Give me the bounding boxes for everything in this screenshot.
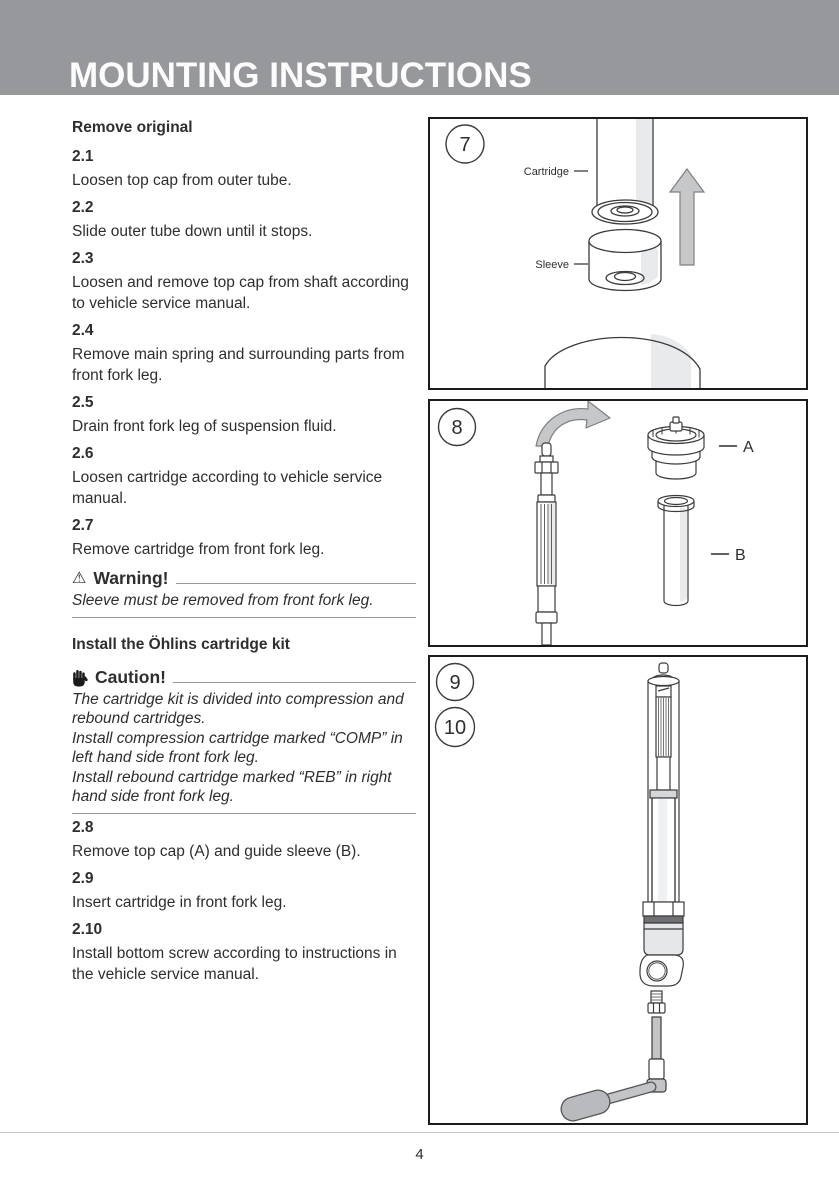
up-arrow — [670, 169, 704, 265]
figure-9-10-illustration — [430, 657, 806, 1123]
svg-text:Sleeve: Sleeve — [535, 259, 569, 271]
cartridge-label — [524, 166, 588, 178]
caution-text-line: The cartridge kit is divided into compression and rebound cartridges. — [72, 690, 404, 727]
step-number: 2.2 — [72, 199, 94, 216]
guide-sleeve-part — [658, 496, 694, 606]
cartridge-shaft-drawing — [535, 443, 558, 645]
step-text: Remove top cap (A) and guide sleeve (B). — [72, 842, 361, 860]
caution-heading-rule — [173, 682, 416, 683]
rotate-arrow — [536, 401, 610, 446]
step — [72, 819, 416, 862]
step — [72, 322, 416, 386]
step — [72, 250, 416, 314]
step-number: 2.6 — [72, 445, 94, 462]
caution-text-line: Install rebound cartridge marked “REB” in right hand side front fork leg. — [72, 768, 392, 805]
step-text: Remove main spring and surrounding parts from front fork leg. — [72, 346, 405, 384]
figure-number-badge — [439, 409, 476, 446]
figure-9-10-box — [428, 655, 808, 1125]
svg-text:A: A — [743, 439, 754, 456]
fork-leg-drawing — [640, 663, 684, 986]
warning-heading-row — [72, 569, 416, 588]
caution-heading: Caution! — [95, 666, 166, 687]
svg-text:B: B — [735, 547, 746, 564]
svg-text:8: 8 — [451, 417, 463, 439]
figure-number-badge — [437, 664, 474, 701]
step-number: 2.1 — [72, 148, 94, 165]
step — [72, 148, 416, 191]
section-heading-remove: Remove original — [72, 119, 193, 136]
sleeve-label — [535, 259, 588, 271]
step-text: Loosen top cap from outer tube. — [72, 172, 292, 189]
step-number: 2.10 — [72, 920, 103, 938]
outer-tube-drawing — [545, 334, 700, 388]
top-cap-part — [648, 417, 704, 479]
cartridge-tube-drawing — [592, 119, 658, 224]
step-number: 2.5 — [72, 394, 94, 411]
step — [72, 921, 416, 985]
svg-text:Cartridge: Cartridge — [523, 166, 569, 178]
caution-heading-row — [72, 668, 416, 687]
figure-number-badge — [436, 708, 475, 747]
header-band — [0, 0, 839, 95]
step-number: 2.4 — [72, 322, 94, 339]
caution-text — [72, 687, 416, 814]
step-text: Loosen and remove top cap from shaft according to vehicle service manual. — [72, 274, 409, 312]
allen-key-drawing — [573, 1017, 666, 1109]
page-title: MOUNTING INSTRUCTIONS — [69, 56, 532, 96]
step-number: 2.7 — [72, 517, 94, 534]
part-label-b — [711, 547, 746, 564]
svg-text:9: 9 — [449, 672, 461, 694]
step-text: Slide outer tube down until it stops. — [72, 223, 313, 240]
hand-icon — [72, 669, 88, 687]
step-text: Remove cartridge from front fork leg. — [72, 541, 325, 558]
figure-number-badge — [446, 125, 484, 163]
figure-7-illustration — [430, 119, 806, 388]
step — [72, 199, 416, 242]
caution-text-line: Install compression cartridge marked “COMP” in left hand side front fork leg. — [72, 729, 403, 766]
warning-callout — [72, 569, 416, 618]
step-number: 2.9 — [72, 869, 94, 887]
page-number: 4 — [415, 1146, 424, 1163]
instructions-column — [72, 119, 416, 993]
step-text: Install bottom screw according to instructions in the vehicle service manual. — [72, 944, 397, 983]
figure-7-box — [428, 117, 808, 390]
caution-callout — [72, 668, 416, 814]
step — [72, 394, 416, 437]
warning-text: Sleeve must be removed from front fork leg. — [72, 588, 416, 618]
step — [72, 870, 416, 913]
step-number: 2.3 — [72, 250, 94, 267]
part-label-a — [719, 439, 754, 456]
step-number: 2.8 — [72, 818, 94, 836]
step-text: Drain front fork leg of suspension fluid. — [72, 418, 337, 435]
svg-text:10: 10 — [443, 717, 467, 739]
figure-8-illustration — [430, 401, 806, 645]
figure-8-box — [428, 399, 808, 647]
section-heading-install: Install the Öhlins cartridge kit — [72, 635, 290, 653]
step-text: Loosen cartridge according to vehicle service manual. — [72, 469, 383, 507]
warning-triangle-icon: ⚠ — [72, 570, 87, 587]
warning-heading-rule — [176, 583, 416, 584]
footer-rule — [0, 1132, 839, 1133]
step — [72, 517, 416, 560]
step — [72, 445, 416, 509]
sleeve-drawing — [589, 230, 661, 291]
svg-text:7: 7 — [459, 134, 471, 156]
warning-heading: Warning! — [93, 568, 169, 588]
step-text: Insert cartridge in front fork leg. — [72, 893, 287, 911]
bottom-screw-drawing — [648, 991, 665, 1013]
